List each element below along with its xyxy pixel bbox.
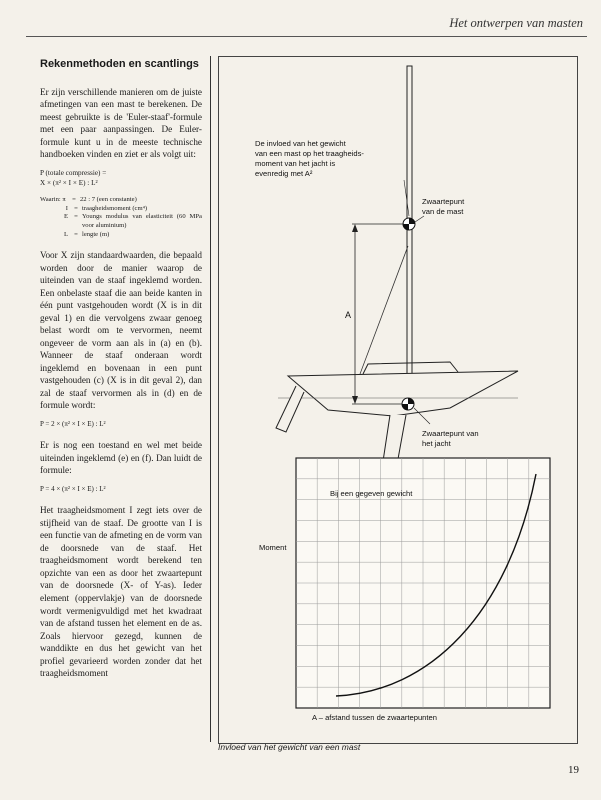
note-line-2: van een mast op het traagheids- — [255, 149, 364, 158]
paragraph-moment-of-inertia: Het traagheidsmoment I zegt iets over de stijfheid van de staaf. De grootte van I is een functie van de afmeting en de vorm van de doorsnede van de staaf. Het traagheidsmoment wordt berekend ten opzichte van een as door het zwaartepunt van de doorsnede (X- of Y-as). Ieder element (oppervlakje) van de doorsnede wordt vermenigvuldigd met het kwadraat van de afstand tussen het element en de as. Zoals hiervoor gezegd, kunnen de wanddikte en dus het gewicht van het profiel gevarieerd worden zonder dat het traagheidsmoment — [40, 505, 202, 679]
note-line-4: evenredig met A² — [255, 169, 313, 178]
hull-drawing — [288, 371, 518, 416]
graph-curve-label: Bij een gegeven gewicht — [330, 489, 413, 498]
variable-row — [40, 205, 202, 214]
mast-cg-leader — [415, 216, 424, 222]
yacht-cg-label-1: Zwaartepunt van — [422, 429, 479, 438]
formula-euler-line1: P (totale compressie) = — [40, 168, 107, 177]
variable-key: E — [63, 213, 68, 221]
dimension-label: A — [345, 310, 352, 320]
variable-desc: lengte (m) — [82, 230, 110, 238]
figure-drawing — [218, 56, 576, 742]
graph-x-label: A – afstand tussen de zwaartepunten — [312, 713, 437, 722]
page-number: 19 — [568, 764, 579, 776]
variable-list — [40, 196, 202, 239]
variable-equals: = — [72, 196, 76, 204]
section-heading: Rekenmethoden en scantlings — [40, 58, 199, 70]
variable-equals: = — [74, 213, 78, 221]
mast-cg-label-1: Zwaartepunt — [422, 197, 465, 206]
figure-caption: Invloed van het gewicht van een mast — [218, 742, 361, 752]
left-column — [40, 58, 202, 688]
formula-euler — [40, 169, 202, 188]
note-line-1: De invloed van het gewicht — [255, 139, 346, 148]
variable-row — [40, 231, 202, 240]
paragraph-both-fixed: Er is nog een toestand en wel met beide uiteinden ingeklemd (e) en (f). Dan luidt de formule: — [40, 440, 202, 476]
variable-desc: traagheidsmoment (cm⁴) — [82, 204, 148, 212]
graph-y-label: Moment — [259, 543, 287, 552]
formula-euler-line2: X × (π² × I × E) : L² — [40, 178, 98, 187]
moment-graph — [259, 458, 550, 722]
variable-equals: = — [74, 204, 78, 212]
note-line-3: moment van het jacht is — [255, 159, 336, 168]
variable-key: L — [63, 230, 68, 238]
paragraph-standard-values: Voor X zijn standaardwaarden, die bepaald worden door de manier waarop de uiteinden van de staaf ingeklemd worden. Een onbelaste staaf die aan beide kanten in één punt vastgehouden wordt (X is in dit geval 1) en die vervolgens zwaar genoeg belast wordt om te vervormen, neemt ongeveer de vorm aan als in (a) en (b). Wanneer de staaf onderaan wordt ingeklemd en bovenaan in een punt vastgehouden (c) (X is in dit geval 2), dan zal de staaf vervormen als in (d) en de formule wordt: — [40, 250, 202, 411]
rudder-drawing — [276, 386, 304, 432]
paragraph-intro: Er zijn verschillende manieren om de juiste afmetingen van een mast te berekenen. De meest gebruikte is de 'Euler-staaf'-formule met een paar aanpassingen. De Euler-formule kunt u in de meeste technische handboeken vinden en ziet er als volgt uit: — [40, 86, 202, 160]
variable-key: I — [65, 204, 68, 212]
variable-row — [40, 213, 202, 230]
yacht-cg-label-2: het jacht — [422, 439, 451, 448]
mast-cg-label-2: van de mast — [422, 207, 464, 216]
header-rule — [26, 36, 587, 37]
column-divider — [210, 56, 211, 742]
variable-row — [40, 196, 202, 205]
variable-desc: 22 : 7 (een constante) — [80, 196, 137, 204]
variable-key: Waarin: π — [40, 196, 66, 204]
variable-equals: = — [74, 230, 78, 238]
stay-line — [360, 246, 408, 374]
dimension-arrow-top — [352, 224, 358, 232]
formula-fixed-both-ends: P = 4 × (π² × I × E) : L² — [40, 484, 106, 493]
formula-fixed-one-end: P = 2 × (π² × I × E) : L² — [40, 419, 106, 428]
variable-desc: Youngs modulus van elasticiteit (60 MPa voor aluminium) — [82, 213, 202, 229]
running-header: Het ontwerpen van masten — [449, 16, 583, 30]
mast-drawing — [407, 66, 412, 401]
